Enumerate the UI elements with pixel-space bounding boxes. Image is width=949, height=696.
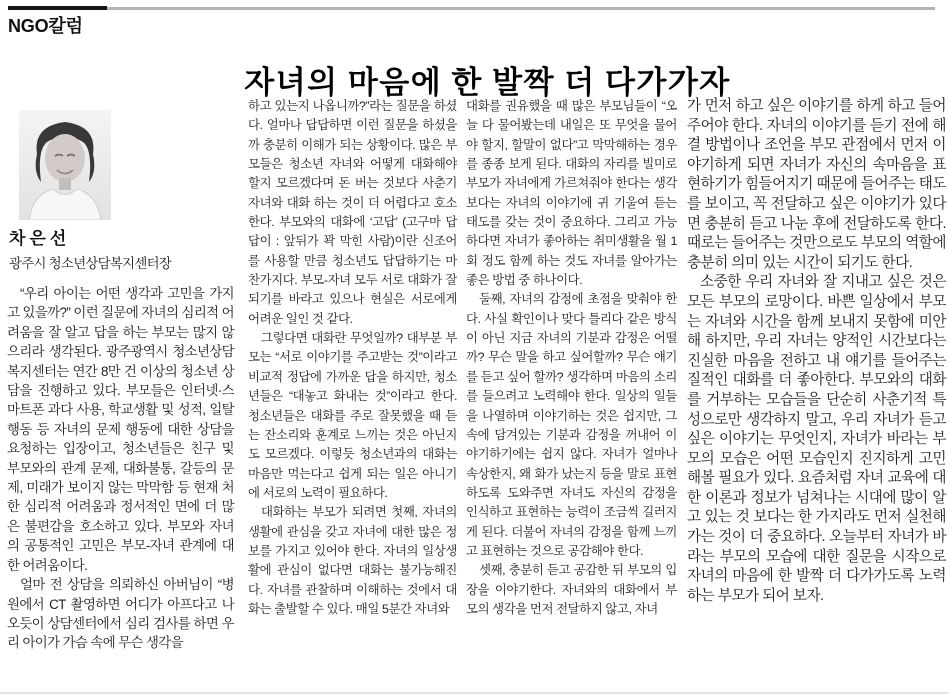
- column-author: [7, 95, 234, 653]
- author-photo: [19, 110, 111, 220]
- body-paragraph: 가 먼저 하고 싶은 이야기를 하게 하고 들어주어야 한다. 자녀의 이야기를 듣기 전에 해결 방법이나 조언을 부모 관점에서 먼저 이야기하게 되면 자녀가 자신의 속마음을 표현하기가 힘들어지기 때문에 들어주는 태도를 보이고, 꼭 전달하고 싶은 이야기가 있다면 충분히 듣고 나눈 후에 전달하도록 한다. 때로는 들어주는 것만으로도 부모의 역할에 충분히 의미 있는 시간이 되기도 한다.: [687, 98, 946, 271]
- text-column-2: [248, 97, 457, 619]
- body-paragraph: 둘째, 자녀의 감정에 초점을 맞춰야 한다. 사실 확인이나 맞다 틀리다 같은 방식이 아닌 지금 자녀의 기분과 감정은 어떨까? 무슨 말을 하고 싶어할까? 무슨 얘기를 듣고 싶어 할까? 생각하며 마음의 소리를 들으려고 노력해야 한다. 일상의 일들을 나열하며 이야기하는 것은 쉽지만, 그 속에 담겨있는 기분과 감정을 꺼내어 이야기하기에는 쉽지 않다. 자녀가 얼마나 속상한지, 왜 화가 났는지 등을 말로 표현하도록 도와주면 자녀도 자신의 감정을 인식하고 표현하는 능력이 조금씩 길러지게 된다. 더불어 자녀의 감정을 함께 느끼고 표현하는 것으로 공감해야 한다.: [466, 292, 677, 558]
- bottom-rule: [0, 692, 949, 694]
- column-a-text: [7, 284, 234, 653]
- body-paragraph: 하고 있는지 나옵니까?”라는 질문을 하셨다. 얼마나 답답하면 이런 질문을 하셨을까 충분히 이해가 되는 상황이다. 많은 부모들은 청소년 자녀와 어떻게 대화해야 할지 모르겠다며 돈 버는 것보다 사춘기 자녀와 대화 하는 것이 더 어렵다고 호소한다. 부모와의 대화에 ‘고답’ (고구마 답답이 : 앞뒤가 꽉 막힌 사람)이란 신조어를 사용할 만큼 청소년도 답답하기는 마찬가지다. 부모-자녀 모두 서로 대화가 잘 되기를 바라고 있으나 현실은 서로에게 어려운 일인 것 같다.: [248, 99, 457, 326]
- body-paragraph: 셋째, 충분히 듣고 공감한 뒤 부모의 입장을 이야기한다. 자녀와의 대화에서 부모의 생각을 먼저 전달하지 않고, 자녀: [466, 563, 677, 616]
- body-paragraph: 소중한 우리 자녀와 잘 지내고 싶은 것은 모든 부모의 로망이다. 바쁜 일상에서 부모는 자녀와 시간을 함께 보내지 못함에 미안해 하지만, 우리 자녀는 양적인 시간보다는 진실한 마음을 전하고 내 얘기를 들어주는 질적인 대화를 더 좋아한다. 부모와의 대화를 거부하는 모습들을 단순히 사춘기적 특성으로만 생각하지 말고, 우리 자녀가 듣고 싶은 이야기는 무엇인지, 자녀가 바라는 부모의 모습은 어떤 모습인지 진지하게 고민해볼 필요가 있다. 요즘처럼 자녀 교육에 대한 이론과 정보가 넘쳐나는 시대에 많이 알고 있는 것 보다는 한 가지라도 먼저 실천해 가는 것이 더 중요하다. 오늘부터 자녀가 바라는 부모의 모습에 대한 질문을 시작으로 자녀의 마음에 한 발짝 더 다가가도록 노력하는 부모가 되어 보자.: [687, 274, 946, 604]
- author-role: 광주시 청소년상담복지센터장: [9, 256, 172, 271]
- body-paragraph: 얼마 전 상담을 의뢰하신 아버님이 “병원에서 CT 촬영하면 어디가 아프다고 나오듯이 상담센터에서 심리 검사를 하면 우리 아이가 가슴 속에 무슨 생각을: [7, 577, 234, 651]
- author-name: 차은선: [9, 229, 71, 248]
- section-label: NGO칼럼: [8, 16, 83, 36]
- body-paragraph: 그렇다면 대화란 무엇일까? 대부분 부모는 “서로 이야기를 주고받는 것”이라고 비교적 정답에 가까운 답을 하지만, 청소년들은 “대놓고 화내는 것”이라고 한다. 청소년들은 대화를 주로 잘못했을 때 듣는 잔소리와 훈계로 느끼는 것은 아닌지도 모르겠다. 이렇듯 청소년과의 대화는 마음만 먹는다고 쉽게 되는 일은 아니기에 서로의 노력이 필요하다.: [248, 331, 457, 500]
- header-rule-black: [8, 6, 107, 10]
- portrait-illustration: [19, 110, 111, 220]
- body-paragraph: “우리 아이는 어떤 생각과 고민을 가지고 있을까?” 이런 질문에 자녀의 심리적 어려움을 잘 알고 답을 하는 부모는 많지 않으리라 생각된다. 광주광역시 청소년상담복지센터는 연간 8만 건 이상의 청소년 상담을 진행하고 있다. 부모들은 인터넷·스마트폰 과다 사용, 학교생활 및 성적, 일탈 행동 등 자녀의 문제 행동에 대한 상담을 요청하는 입장이고, 청소년들은 친구 및 부모와의 관계 문제, 대화불통, 갈등의 문제, 미래가 보이지 않는 막막함 등 현재 처한 심리적 어려움과 정서적인 면에 더 많은 불편감을 호소하고 있다. 부모와 자녀의 공통적인 고민은 부모-자녀 관계에 대한 어려움이다.: [7, 286, 234, 573]
- text-column-4: [687, 97, 946, 606]
- text-column-3: [466, 97, 677, 619]
- header-rule-gray: [107, 7, 935, 10]
- article-title: 자녀의 마음에 한 발짝 더 다가가자: [244, 64, 731, 100]
- body-paragraph: 대화하는 부모가 되려면 첫째, 자녀의 생활에 관심을 갖고 자녀에 대한 많은 정보를 가지고 있어야 한다. 자녀의 일상생활에 관심이 없다면 대화는 불가능해진다. 자녀를 관찰하며 이해하는 것에서 대화는 출발할 수 있다. 매일 5분간 자녀와: [248, 505, 457, 616]
- body-paragraph: 대화를 권유했을 때 많은 부모님들이 “오늘 다 물어봤는데 내일은 또 무엇을 물어야 할지, 할말이 없다”고 막막해하는 경우를 종종 보게 된다. 대화의 자리를 빌미로 부모가 자녀에게 가르쳐줘야 한다는 생각보다는 자녀의 이야기에 귀 기울여 듣는 태도를 갖는 것이 중요하다. 그리고 가능하다면 자녀가 좋아하는 취미생활을 월 1회 정도 함께 하는 것도 자녀를 알아가는 좋은 방법 중 하나이다.: [466, 99, 677, 288]
